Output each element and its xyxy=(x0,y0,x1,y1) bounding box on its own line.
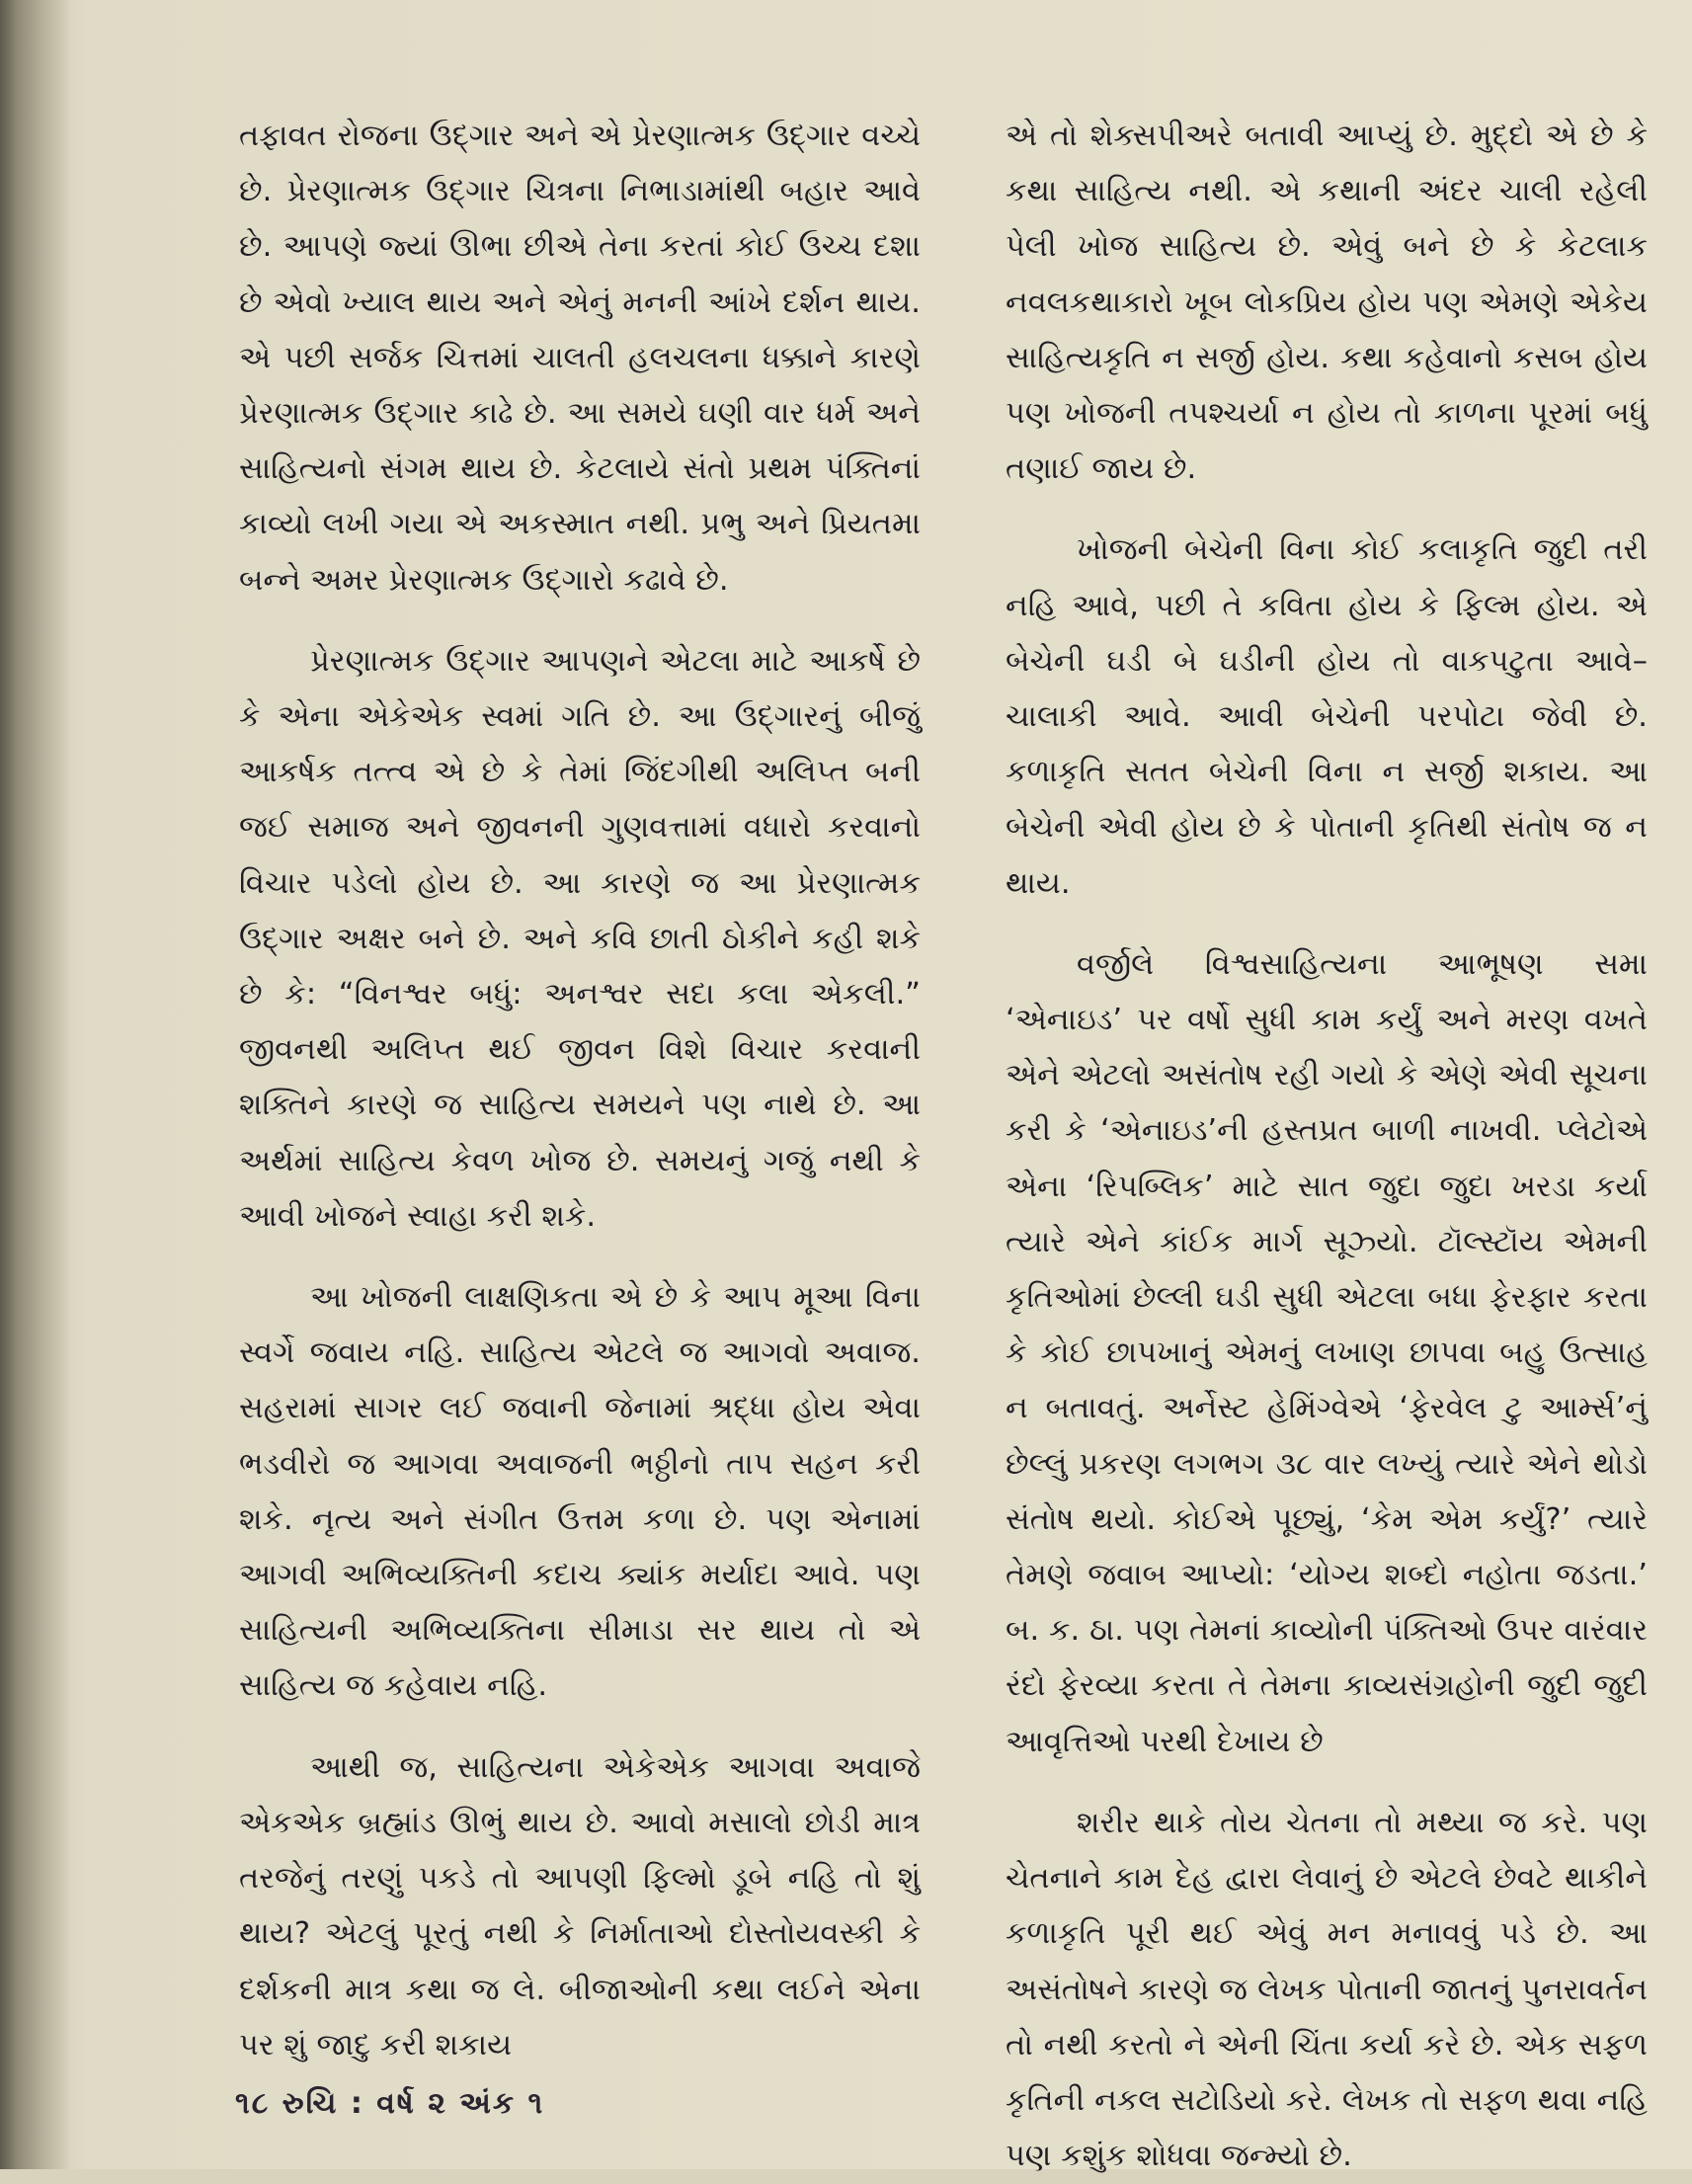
right-column xyxy=(1006,109,1648,2184)
paragraph: વર્જીલે વિશ્વસાહિત્યના આભૂષણ સમા ‘એનાઇડ’ પર વર્ષો સુધી કામ કર્યું અને મરણ વખતે એને એટલો અસંતોષ રહી ગયો કે એણે એવી સૂચના કરી કે ‘એનાઇડ’ની હસ્તપ્રત બાળી નાખવી. પ્લેટોએ એના ‘રિપબ્લિક’ માટે સાત જુદા જુદા ખરડા કર્યા ત્યારે એને કાંઈક માર્ગ સૂઝ્યો. ટૉલ્સ્ટૉય એમની કૃતિઓમાં છેલ્લી ઘડી સુધી એટલા બધા ફેરફાર કરતા કે કોઈ છાપખાનું એમનું લખાણ છાપવા બહુ ઉત્સાહ ન બતાવતું. અર્નેસ્ટ હેમિંગ્વેએ ‘ફેરવેલ ટુ આર્મ્સ’નું છેલ્લું પ્રકરણ લગભગ ૩૮ વાર લખ્યું ત્યારે એને થોડો સંતોષ થયો. કોઈએ પૂછ્યું, ‘કેમ એમ કર્યું?’ ત્યારે તેમણે જવાબ આપ્યો: ‘યોગ્ય શબ્દો નહોતા જડતા.’ બ. ક. ઠા. પણ તેમનાં કાવ્યોની પંક્તિઓ ઉપર વારંવાર રંદો ફેરવ્યા કરતા તે તેમના કાવ્યસંગ્રહોની જુદી જુદી આવૃત્તિઓ પરથી દેખાય છે xyxy=(1006,946,1648,1759)
page-footer: ૧૮ રુચિ : વર્ષ ૨ અંક ૧ xyxy=(235,2086,545,2121)
paragraph: એ તો શેક્સપીઅરે બતાવી આપ્યું છે. મુદ્દો એ છે કે કથા સાહિત્ય નથી. એ કથાની અંદર ચાલી રહેલી પેલી ખોજ સાહિત્ય છે. એવું બને છે કે કેટલાક નવલકથાકારો ખૂબ લોકપ્રિય હોય પણ એમણે એકેય સાહિત્યકૃતિ ન સર્જી હોય. કથા કહેવાનો કસબ હોય પણ ખોજની તપશ્ચર્યા ન હોય તો કાળના પૂરમાં બધું તણાઈ જાય છે. xyxy=(1006,119,1648,487)
paragraph: શરીર થાકે તોય ચેતના તો મથ્યા જ કરે. પણ ચેતનાને કામ દેહ દ્વારા લેવાનું છે એટલે છેવટે થાકીને કળાકૃતિ પૂરી થઈ એવું મન મનાવવું પડે છે. આ અસંતોષને કારણે જ લેખક પોતાની જાતનું પુનરાવર્તન તો નથી કરતો ને એની ચિંતા કર્યા કરે છે. એક સફળ કૃતિની નકલ સટોડિયો કરે. લેખક તો સફળ થવા નહિ પણ કશુંક શોધવા જન્મ્યો છે. xyxy=(1006,1805,1648,2174)
paragraph: આથી જ, સાહિત્યના એકેએક આગવા અવાજે એકએક બ્રહ્માંડ ઊભું થાય છે. આવો મસાલો છોડી માત્ર તરજેનું તરણું પકડે તો આપણી ફિલ્મો ડૂબે નહિ તો શું થાય? એટલું પૂરતું નથી કે નિર્માતાઓ દોસ્તોયવસ્કી કે દર્શકની માત્ર કથા જ લે. બીજાઓની કથા લઈને એના પર શું જાદુ કરી શકાય xyxy=(239,1749,921,2063)
paragraph: આ ખોજની લાક્ષણિકતા એ છે કે આપ મૂઆ વિના સ્વર્ગે જવાય નહિ. સાહિત્ય એટલે જ આગવો અવાજ. સહરામાં સાગર લઈ જવાની જેનામાં શ્રદ્ધા હોય એવા ભડવીરો જ આગવા અવાજની ભઠ્ઠીનો તાપ સહન કરી શકે. નૃત્ય અને સંગીત ઉત્તમ કળા છે. પણ એનામાં આગવી અભિવ્યક્તિની કદાચ ક્યાંક મર્યાદા આવે. પણ સાહિત્યની અભિવ્યક્તિના સીમાડા સર થાય તો એ સાહિત્ય જ કહેવાય નહિ. xyxy=(239,1280,921,1704)
paragraph: પ્રેરણાત્મક ઉદ્‌ગાર આપણને એટલા માટે આકર્ષે છે કે એના એકેએક સ્વમાં ગતિ છે. આ ઉદ્‌ગારનું બીજું આકર્ષક તત્ત્વ એ છે કે તેમાં જિંદગીથી અલિપ્ત બની જઈ સમાજ અને જીવનની ગુણવત્તામાં વધારો કરવાનો વિચાર પડેલો હોય છે. આ કારણે જ આ પ્રેરણાત્મક ઉદ્‌ગાર અક્ષર બને છે. અને કવિ છાતી ઠોકીને કહી શકે છે કે: “વિનશ્વર બધું: અનશ્વર સદા કલા એકલી.” જીવનથી અલિપ્ત થઈ જીવન વિશે વિચાર કરવાની શક્તિને કારણે જ સાહિત્ય સમયને પણ નાથે છે. આ અર્થમાં સાહિત્ય કેવળ ખોજ છે. સમયનું ગજું નથી કે આવી ખોજને સ્વાહા કરી શકે. xyxy=(239,643,921,1234)
book-spine-shadow xyxy=(0,0,71,2169)
left-column xyxy=(239,109,921,2073)
paragraph: તફાવત રોજના ઉદ્‌ગાર અને એ પ્રેરણાત્મક ઉદ્‌ગાર વચ્ચે છે. પ્રેરણાત્મક ઉદ્‌ગાર ચિત્રના નિભાડામાંથી બહાર આવે છે. આપણે જ્યાં ઊભા છીએ તેના કરતાં કોઈ ઉચ્ચ દશા છે એવો ખ્યાલ થાય અને એનું મનની આંખે દર્શન થાય. એ પછી સર્જક ચિત્તમાં ચાલતી હલચલના ધક્કાને કારણે પ્રેરણાત્મક ઉદ્‌ગાર કાઢે છે. આ સમયે ઘણી વાર ધર્મ અને સાહિત્યનો સંગમ થાય છે. કેટલાયે સંતો પ્રથમ પંક્તિનાં કાવ્યો લખી ગયા એ અકસ્માત નથી. પ્રભુ અને પ્રિયતમા બન્ને અમર પ્રેરણાત્મક ઉદ્‌ગારો કઢાવે છે. xyxy=(239,119,921,598)
paragraph: ખોજની બેચેની વિના કોઈ કલાકૃતિ જુદી તરી નહિ આવે, પછી તે કવિતા હોય કે ફિલ્મ હોય. એ બેચેની ઘડી બે ઘડીની હોય તો વાકપટુતા આવે–ચાલાકી આવે. આવી બેચેની પરપોટા જેવી છે. કળાકૃતિ સતત બેચેની વિના ન સર્જી શકાય. આ બેચેની એવી હોય છે કે પોતાની કૃતિથી સંતોષ જ ન થાય. xyxy=(1006,532,1648,901)
